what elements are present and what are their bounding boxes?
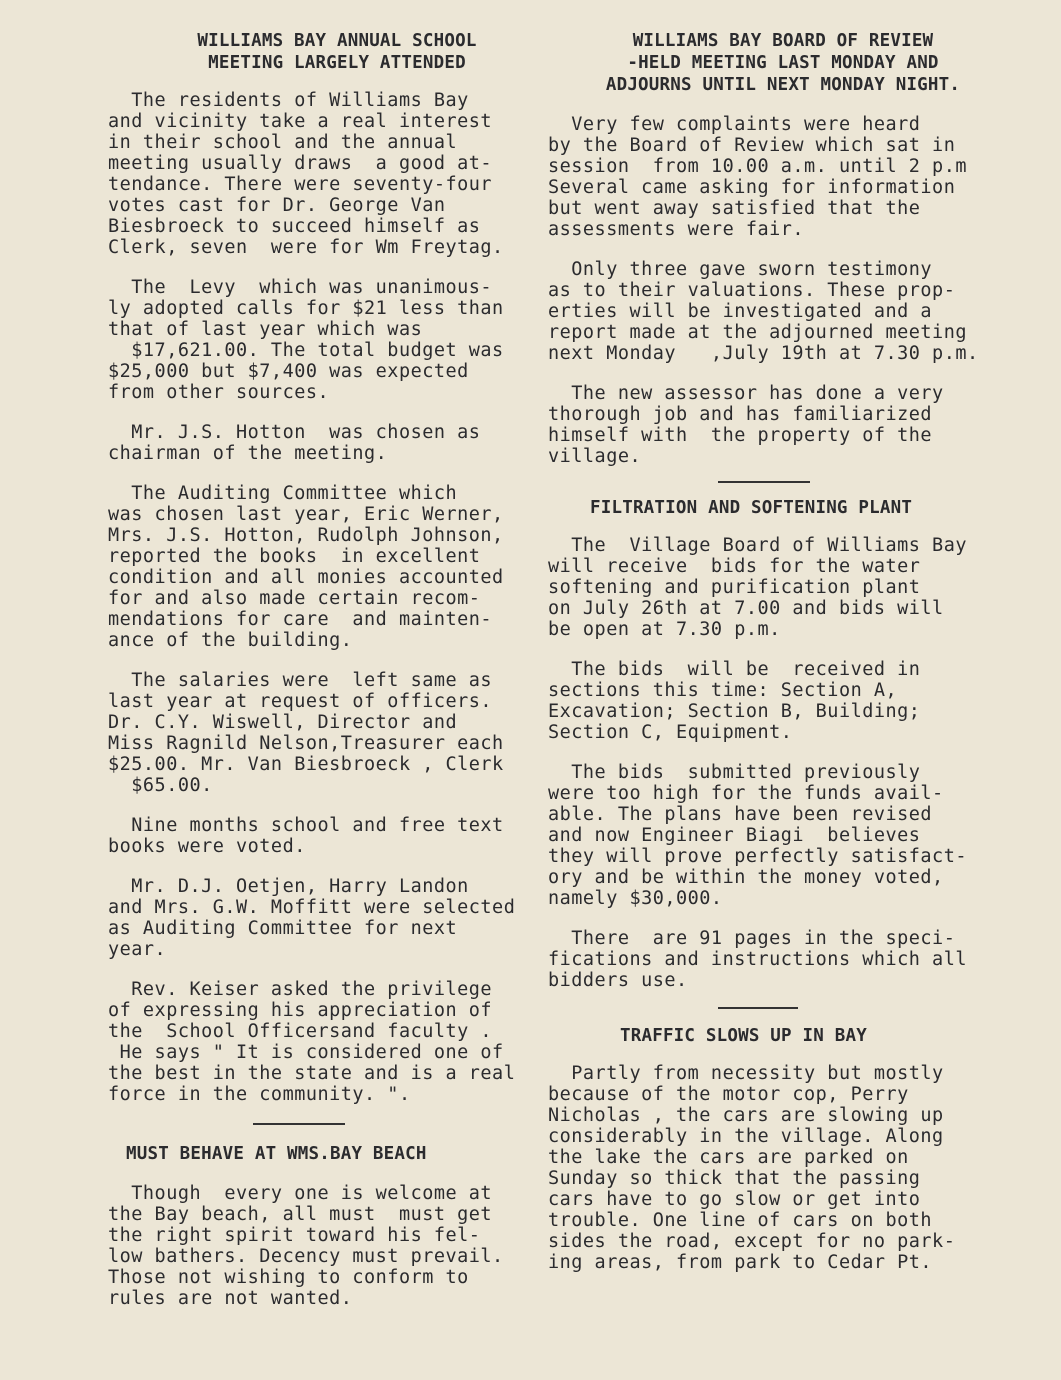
section-divider bbox=[253, 1123, 345, 1125]
article-paragraph: Very few complaints were heard by the Board of Review which sat in session from 10.00 a.m. until 2 p.m Several came asking for information but went away satisfied that the assessments were fair. bbox=[548, 114, 967, 240]
article-paragraph: Mr. J.S. Hotton was chosen as chairman of the meeting. bbox=[108, 422, 481, 464]
article-paragraph: The bids submitted previously were too high for the funds avail- able. The plans have been revised and now Engineer Biagi believes they will prove perfectly satisfact- ory and be within the money voted, namely $30,000. bbox=[548, 762, 967, 909]
article-paragraph: Partly from necessity but mostly because of the motor cop, Perry Nicholas , the cars are slowing up considerably in the village. Along the lake the cars are parked on Sunday so thick that the passing cars have to go slow or get into trouble. One line of cars on both sides the road, except for no park- ing areas, from park to Cedar Pt. bbox=[548, 1063, 956, 1273]
board-of-review-headline: WILLIAMS BAY BOARD OF REVIEW -HELD MEETING LAST MONDAY AND ADJOURNS UNTIL NEXT MONDAY NIGHT. bbox=[605, 31, 961, 95]
article-paragraph: Only three gave sworn testimony as to their valuations. These prop- erties will be investigated and a report made at the adjourned meeting next Monday ,July 19th at 7.30 p.m. bbox=[548, 259, 979, 364]
article-paragraph: There are 91 pages in the speci- fications and instructions which all bidders use. bbox=[548, 928, 967, 991]
article-paragraph: Though every one is welcome at the Bay beach, all must must get the right spirit toward his fel- low bathers. Decency must prevail. Those not wishing to conform to rules are not wanted. bbox=[108, 1183, 504, 1309]
traffic-headline: TRAFFIC SLOWS UP IN BAY bbox=[620, 1026, 867, 1046]
section-divider bbox=[718, 481, 810, 483]
right-column bbox=[548, 30, 1018, 1273]
article-paragraph: Mr. D.J. Oetjen, Harry Landon and Mrs. G.W. Moffitt were selected as Auditing Committee for next year. bbox=[108, 876, 516, 960]
article-paragraph: Rev. Keiser asked the privilege of expressing his appreciation of the School Officersand faculty . He says " It is considered one of the best in the state and is a real force in the community. ". bbox=[108, 979, 516, 1105]
beach-headline: MUST BEHAVE AT WMS.BAY BEACH bbox=[126, 1144, 427, 1164]
article-paragraph: The Auditing Committee which was chosen last year, Eric Werner, Mrs. J.S. Hotton, Rudolph Johnson, reported the books in excellent condition and all monies accounted for and also made certain recom- mendations for care and mainten- ance of the building. bbox=[108, 483, 504, 651]
article-paragraph: The Village Board of Williams Bay will receive bids for the water softening and purification plant on July 26th at 7.00 and bids will be open at 7.30 p.m. bbox=[548, 535, 967, 640]
article-paragraph: The residents of Williams Bay and vicinity take a real interest in their school and the annual meeting usually draws a good at- tendance. There were seventy-four votes cast for Dr. George Van Biesbroeck to succeed himself as Clerk, seven were for Wm Freytag. bbox=[108, 90, 504, 258]
article-paragraph: The salaries were left same as last year at request of officers. Dr. C.Y. Wiswell, Director and Miss Ragnild Nelson,Treasurer each $25.00. Mr. Van Biesbroeck , Clerk $65.00. bbox=[108, 670, 504, 796]
school-meeting-headline: WILLIAMS BAY ANNUAL SCHOOL MEETING LARGELY ATTENDED bbox=[197, 31, 477, 73]
article-paragraph: The Levy which was unanimous- ly adopted calls for $21 less than that of last year which was $17,621.00. The total budget was $25,000 but $7,400 was expected from other sources. bbox=[108, 277, 504, 403]
article-paragraph: Nine months school and free text books were voted. bbox=[108, 815, 504, 857]
article-paragraph: The new assessor has done a very thorough job and has familiarized himself with the property of the village. bbox=[548, 383, 944, 467]
left-column bbox=[108, 30, 556, 1309]
article-paragraph: The bids will be received in sections this time: Section A, Excavation; Section B, Building; Section C, Equipment. bbox=[548, 659, 921, 743]
filtration-headline: FILTRATION AND SOFTENING PLANT bbox=[590, 498, 913, 518]
section-divider bbox=[718, 1007, 798, 1009]
